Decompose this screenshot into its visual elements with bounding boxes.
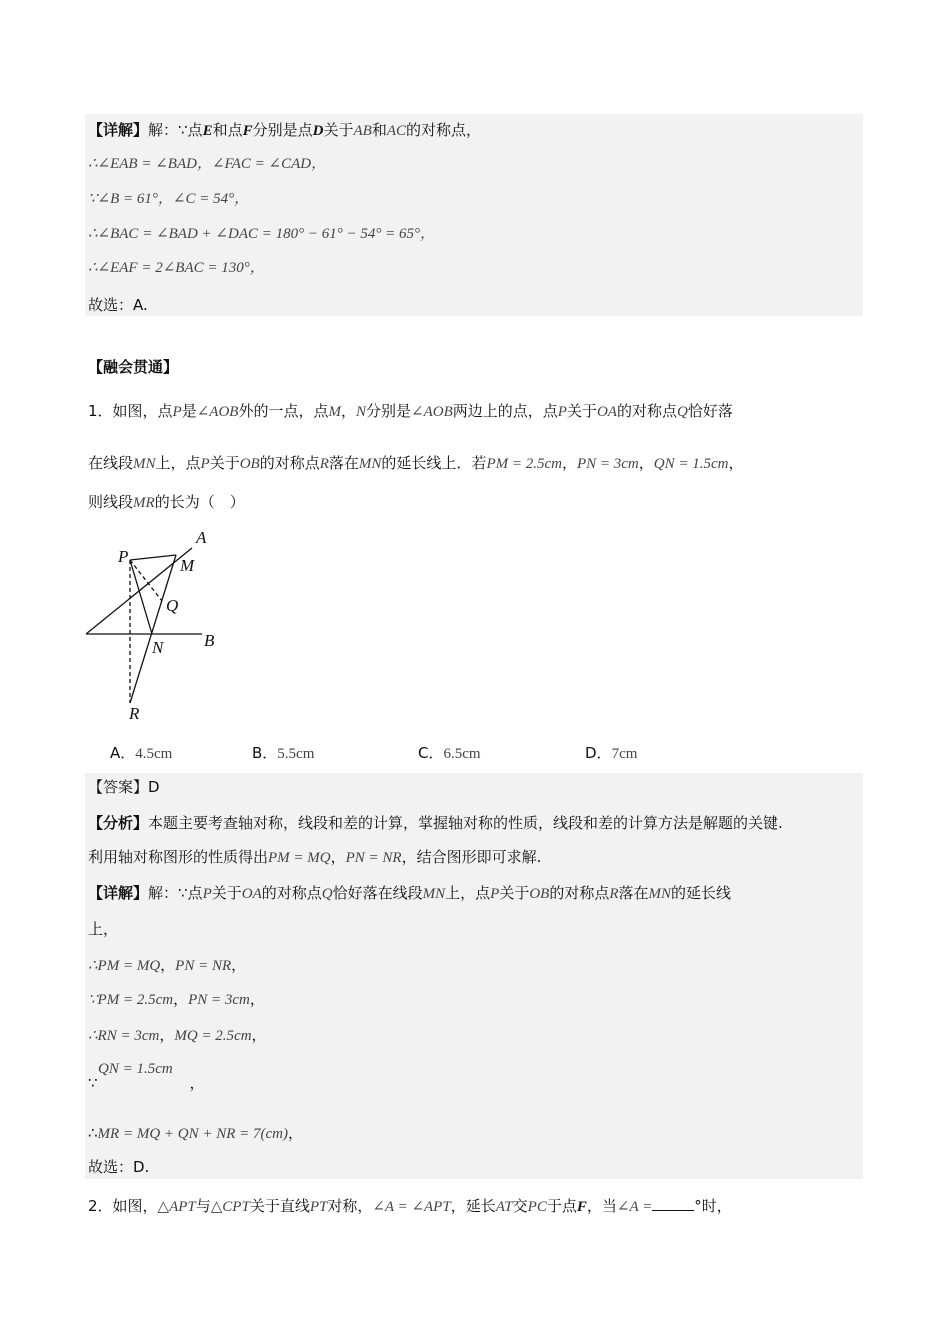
geometry-figure [80, 525, 240, 725]
label-m: M [180, 556, 195, 575]
detail-line-5: ∴∠EAF = 2∠BAC = 130°， [88, 260, 265, 276]
detail2-line-6-top: QN = 1.5cm [98, 1061, 173, 1077]
choice-b[interactable]: B．5.5cm [252, 744, 315, 762]
question-1-line-1: 1．如图，点P是∠AOB外的一点，点M，N分别是∠AOB两边上的点，点P关于OA的对称点Q恰好落 [88, 402, 733, 420]
analysis-line-1: 【分析】本题主要考查轴对称，线段和差的计算，掌握轴对称的性质，线段和差的计算方法是解题的关键. [88, 814, 783, 832]
label-a: A [196, 528, 207, 547]
detail-line-2: ∴∠EAB = ∠BAD，∠FAC = ∠CAD， [88, 156, 327, 172]
detail2-line-5: ∴RN = 3cm，MQ = 2.5cm， [88, 1026, 267, 1044]
question-2-line-1: 2．如图，△APT与△CPT关于直线PT对称，∠A = ∠APT，延长AT交PC于点F，当∠A = °时， [88, 1194, 732, 1218]
question-1-line-3: 则线段MR的长为（ ） [88, 493, 245, 511]
label-q: Q [166, 596, 179, 615]
detail-line-4: ∴∠BAC = ∠BAD + ∠DAC = 180° − 61° − 54° = 65°， [88, 226, 435, 242]
solution-block-1 [85, 114, 863, 316]
detail2-line-7: ∴MR = MQ + QN + NR = 7(cm)， [88, 1124, 304, 1142]
choice-d[interactable]: D．7cm [585, 744, 638, 762]
detail2-line-6: ∵ ， [88, 1074, 205, 1092]
segment-pm [130, 555, 176, 560]
detail-line-6: 故选：A. [88, 296, 148, 314]
choice-c[interactable]: C．6.5cm [418, 744, 481, 762]
choice-a[interactable]: A．4.5cm [110, 744, 173, 762]
label-n: N [152, 638, 164, 657]
detail-line-3: ∵∠B = 61°，∠C = 54°， [88, 191, 250, 207]
label-r: R [129, 704, 140, 723]
detail2-line-1: 【详解】解：∵点P关于OA的对称点Q恰好落在线段MN上，点P关于OB的对称点R落在MN的延长线 [88, 884, 732, 902]
segment-pn [130, 560, 152, 634]
detail-label: 【详解】 [88, 121, 149, 139]
label-p: P [118, 547, 129, 566]
section-title: 【融会贯通】 [88, 358, 179, 376]
answer-line: 【答案】D [88, 778, 160, 796]
question-1-line-2: 在线段MN上，点P关于OB的对称点R落在MN的延长线上．若PM = 2.5cm，PN = 3cm，QN = 1.5cm， [88, 454, 744, 472]
detail2-line-4: ∵PM = 2.5cm，PN = 3cm， [88, 990, 265, 1008]
label-b: B [204, 631, 215, 650]
detail-line-1: 【详解】解：∵点E和点F分别是点D关于AB和AC的对称点， [88, 121, 482, 139]
detail2-line-2: 上， [88, 920, 119, 938]
detail2-line-8: 故选：D. [88, 1158, 150, 1176]
analysis-line-2: 利用轴对称图形的性质得出PM = MQ，PN = NR，结合图形即可求解. [88, 848, 542, 866]
segment-mr [130, 555, 179, 703]
detail2-line-3: ∴PM = MQ，PN = NR， [88, 956, 247, 974]
answer-blank[interactable] [652, 1194, 694, 1211]
